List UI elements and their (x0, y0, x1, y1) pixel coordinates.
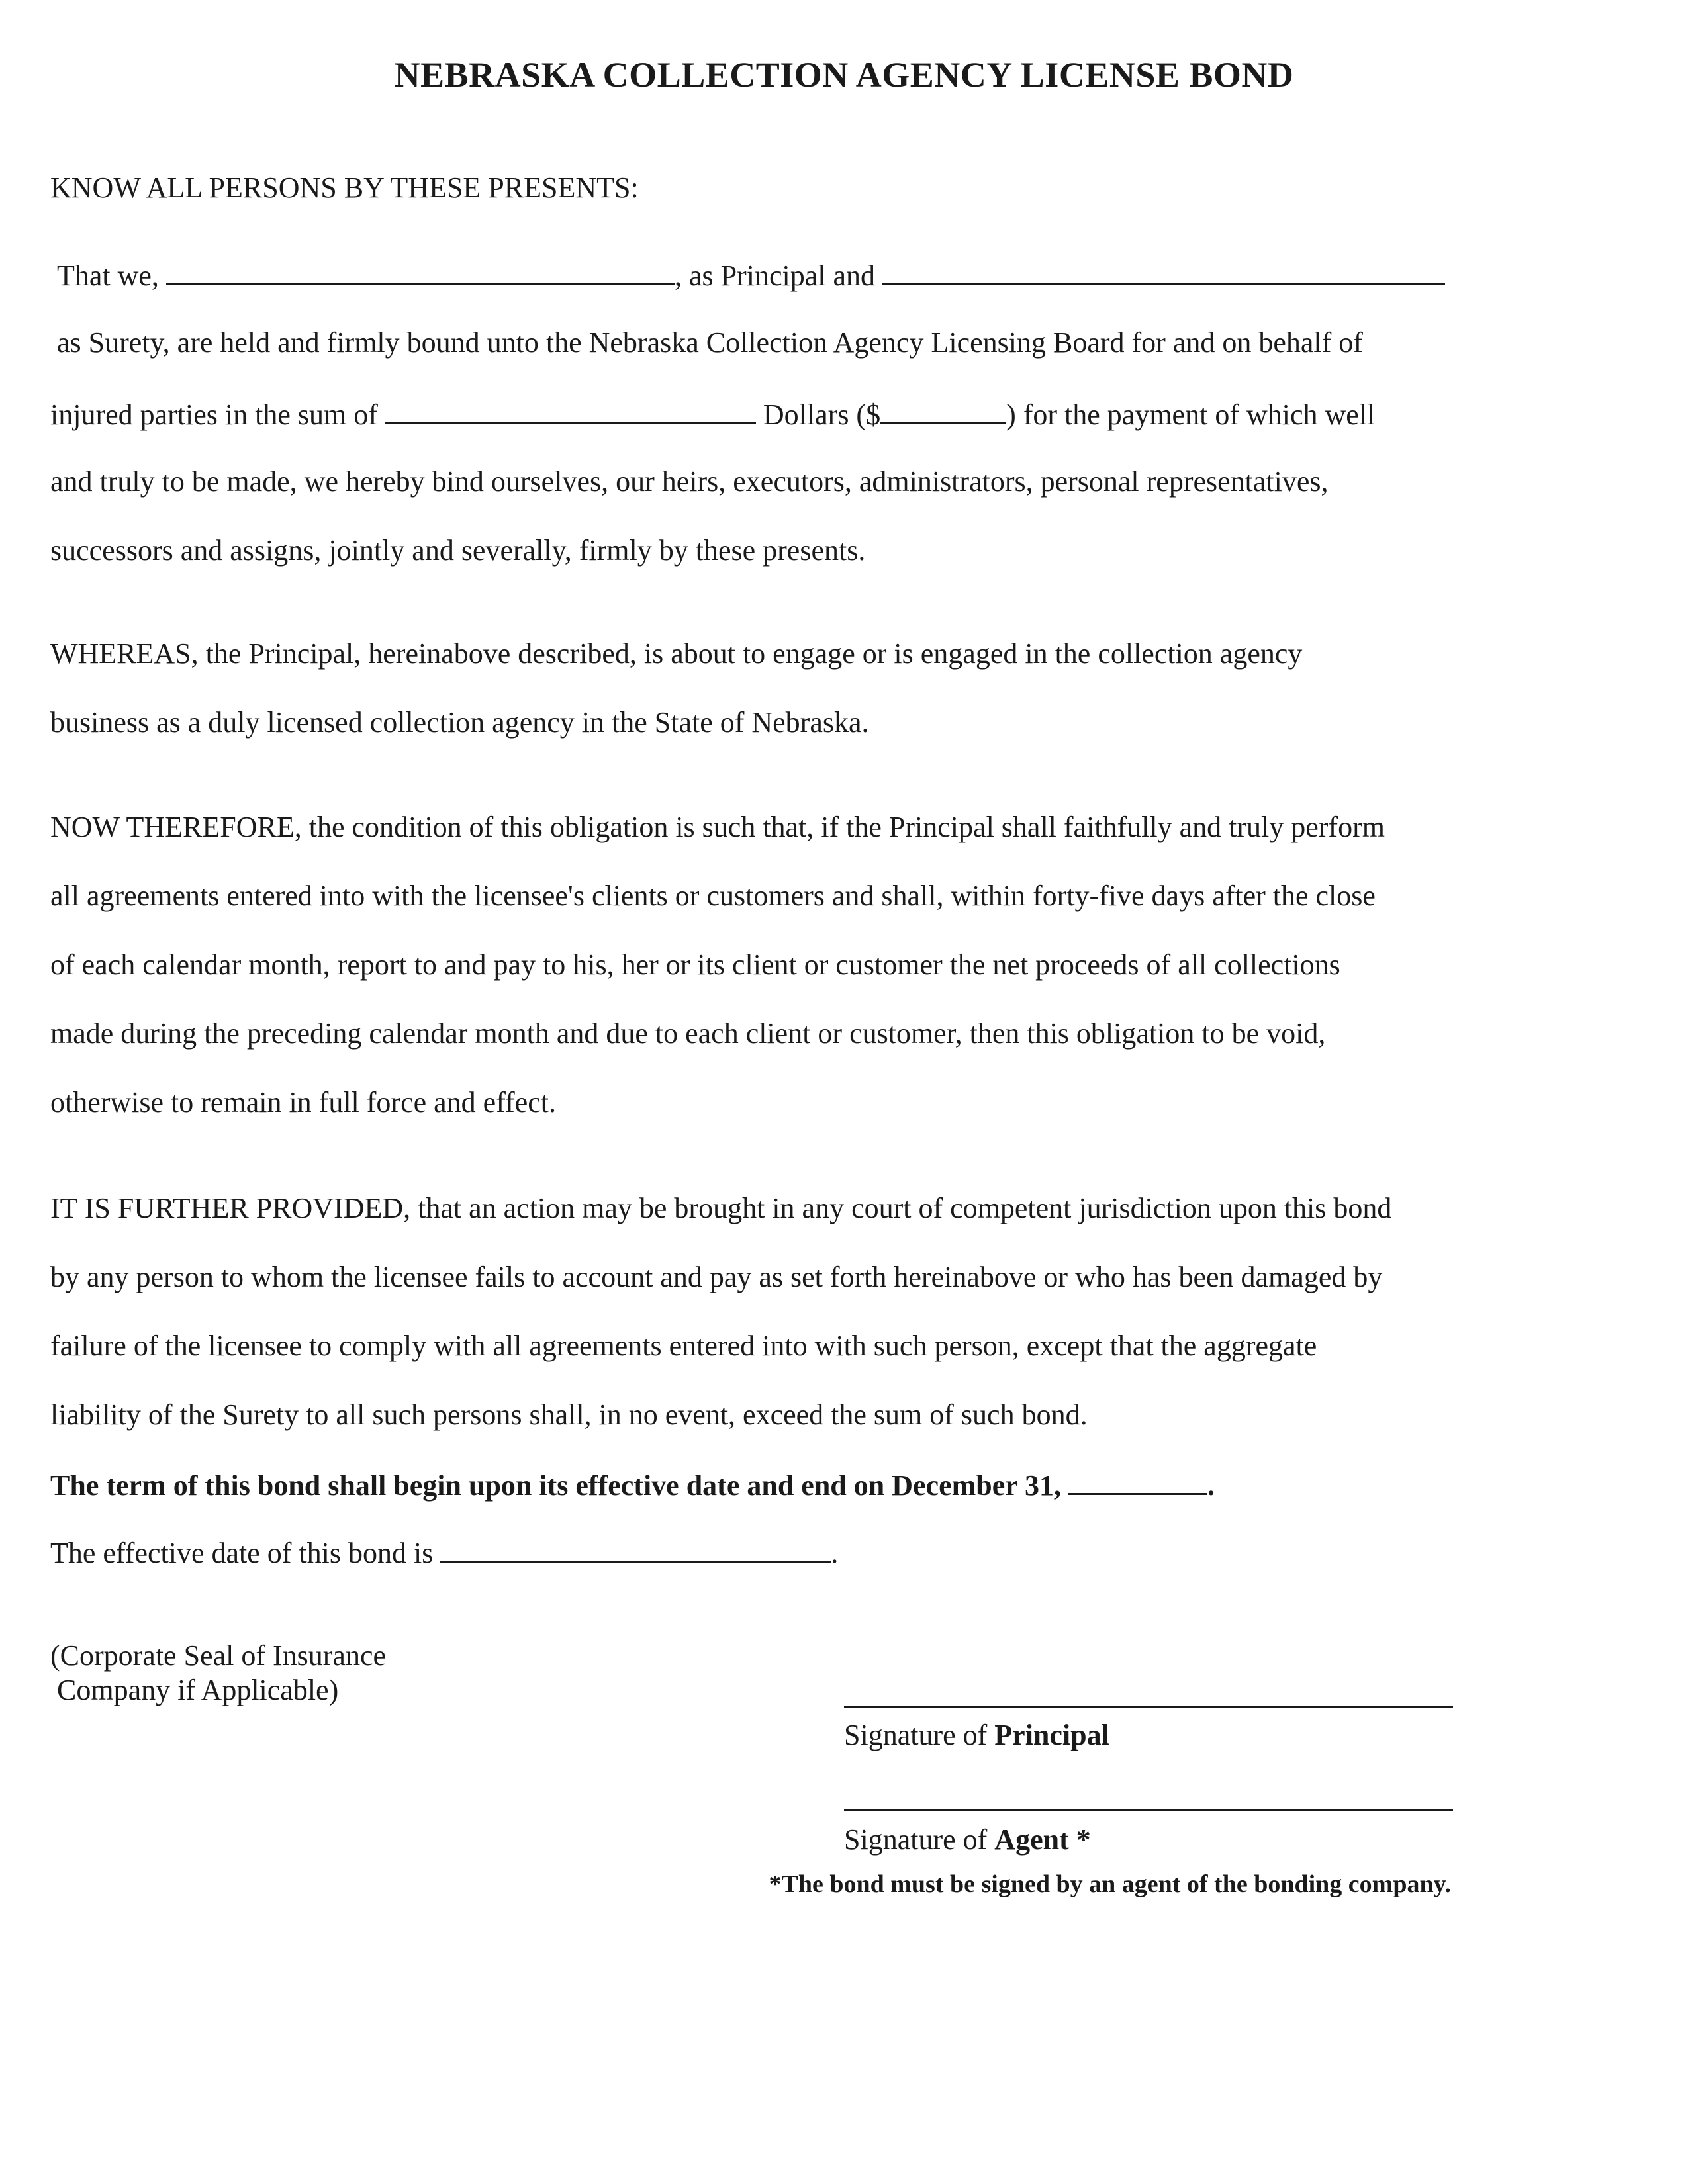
agent-note: *The bond must be signed by an agent of the bonding company. (769, 1870, 1451, 1898)
intro-heading: KNOW ALL PERSONS BY THESE PRESENTS: (50, 171, 639, 204)
para3-line2: all agreements entered into with the licensee's clients or customers and shall, within forty-five days after the close (50, 880, 1376, 912)
para3-line5: otherwise to remain in full force and effect. (50, 1086, 556, 1118)
para2-line1: WHEREAS, the Principal, hereinabove described, is about to engage or is engaged in the collection agency (50, 637, 1303, 670)
seal-line2: Company if Applicable) (57, 1674, 339, 1706)
principal-role: Principal (994, 1719, 1109, 1751)
agent-signature-label (844, 1825, 1091, 1854)
para4-line3: failure of the licensee to comply with all agreements entered into with such person, except that the aggregate (50, 1330, 1317, 1362)
para4-line1: IT IS FURTHER PROVIDED, that an action may be brought in any court of competent jurisdiction upon this bond (50, 1192, 1392, 1224)
term-text: The term of this bond shall begin upon its effective date and end on December 31, (50, 1469, 1068, 1502)
para4-line4: liability of the Surety to all such persons shall, in no event, exceed the sum of such bond. (50, 1398, 1088, 1431)
agent-signature-prefix: Signature of (844, 1823, 995, 1856)
effective-text: The effective date of this bond is (50, 1537, 441, 1569)
para1-line1 (57, 259, 1445, 291)
para1-line2: as Surety, are held and firmly bound unto the Nebraska Collection Agency Licensing Board for and on behalf of (57, 326, 1363, 359)
para3-line3: of each calendar month, report to and pay to his, her or its client or customer the net proceeds of all collections (50, 948, 1340, 981)
seal-line1: (Corporate Seal of Insurance (50, 1639, 387, 1672)
bond-amount-numeric-field[interactable] (880, 398, 1006, 424)
para1-dollars: Dollars ($ (755, 398, 881, 431)
agent-role: Agent * (994, 1823, 1091, 1856)
document-title: NEBRASKA COLLECTION AGENCY LICENSE BOND (394, 55, 1294, 95)
effective-date-line (50, 1537, 838, 1568)
para2-line2: business as a duly licensed collection agency in the State of Nebraska. (50, 706, 869, 739)
para1-line5: successors and assigns, jointly and severally, firmly by these presents. (50, 534, 866, 567)
para1-line4: and truly to be made, we hereby bind ourselves, our heirs, executors, administrators, personal representatives, (50, 465, 1329, 498)
para1-that-we: That we, (57, 259, 166, 292)
para3-line1: NOW THEREFORE, the condition of this obligation is such that, if the Principal shall faithfully and truly perform (50, 811, 1385, 843)
para1-payment: ) for the payment of which well (1006, 398, 1376, 431)
effective-date-field[interactable] (440, 1537, 831, 1563)
term-period: . (1207, 1469, 1215, 1502)
effective-period: . (831, 1537, 839, 1569)
term-line (50, 1469, 1215, 1500)
agent-signature-field[interactable] (844, 1809, 1453, 1811)
principal-name-field[interactable] (166, 259, 675, 285)
principal-signature-prefix: Signature of (844, 1719, 995, 1751)
principal-signature-field[interactable] (844, 1706, 1453, 1708)
para4-line2: by any person to whom the licensee fails to account and pay as set forth hereinabove or who has been damaged by (50, 1261, 1383, 1293)
para1-sum-of: injured parties in the sum of (50, 398, 385, 431)
bond-amount-words-field[interactable] (385, 398, 756, 424)
principal-signature-label (844, 1721, 1109, 1750)
para1-as-principal: , as Principal and (674, 259, 882, 292)
term-year-field[interactable] (1068, 1469, 1207, 1495)
para3-line4: made during the preceding calendar month and due to each client or customer, then this obligation to be void, (50, 1017, 1326, 1050)
surety-name-field[interactable] (882, 259, 1445, 285)
para1-line3 (50, 398, 1375, 430)
